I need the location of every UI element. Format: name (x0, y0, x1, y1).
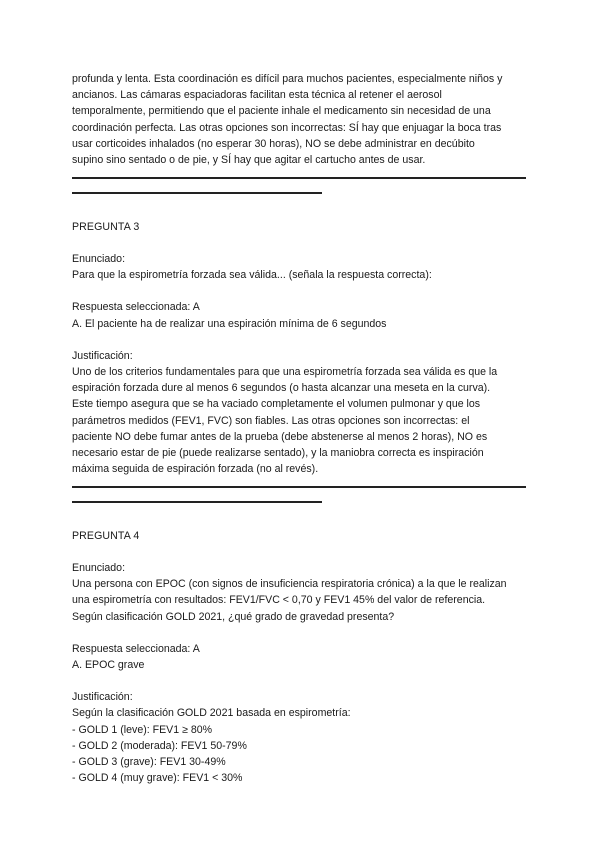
question-4 (72, 528, 532, 787)
statement-text: una espirometría con resultados: FEV1/FVC < 0,70 y FEV1 45% del valor de referencia. (72, 594, 486, 607)
statement-text: Una persona con EPOC (con signos de insuficiencia respiratoria crónica) a la que le realizan (72, 578, 507, 591)
statement-text: Para que la espirometría forzada sea válida... (señala la respuesta correcta): (72, 269, 432, 282)
answer-label: Respuesta seleccionada: A (72, 301, 200, 314)
justification-line: paciente NO debe fumar antes de la prueba (debe abstenerse al menos 2 horas), NO es (72, 430, 488, 443)
text-line: ancianos. Las cámaras espaciadoras facilitan esta técnica al retener el aerosol (72, 89, 442, 102)
document-content (72, 71, 532, 787)
justification-line: - GOLD 4 (muy grave): FEV1 < 30% (72, 772, 243, 785)
justification-line: máxima seguida de espiración forzada (no al revés). (72, 463, 319, 476)
statement-label: Enunciado: (72, 562, 126, 575)
answer-text: A. El paciente ha de realizar una espiración mínima de 6 segundos (72, 317, 387, 330)
justification-line: - GOLD 1 (leve): FEV1 ≥ 80% (72, 723, 213, 736)
separator-line (72, 486, 526, 488)
text-line: profunda y lenta. Esta coordinación es difícil para muchos pacientes, especialmente niños y (72, 73, 503, 85)
justification-line: parámetros medidos (FEV1, FVC) son fiables. Las otras opciones son incorrectas: el (72, 414, 470, 427)
justification-line: Según la clasificación GOLD 2021 basada en espirometría: (72, 707, 351, 720)
question-3 (72, 219, 532, 478)
question-title: PREGUNTA 3 (72, 220, 140, 233)
justification-line: - GOLD 2 (moderada): FEV1 50-79% (72, 739, 247, 752)
statement-label: Enunciado: (72, 252, 126, 265)
justification-line: Este tiempo asegura que se ha vaciado completamente el volumen pulmonar y que los (72, 398, 481, 411)
separator-line (72, 177, 526, 179)
intro-paragraph (72, 71, 532, 168)
justification-label: Justificación: (72, 691, 133, 704)
section-separator (72, 177, 532, 194)
text-line: usar corticoides inhalados (no esperar 30 horas), NO se debe administrar en decúbito (72, 137, 475, 150)
section-separator (72, 486, 532, 503)
justification-line: Uno de los criterios fundamentales para que una espirometría forzada sea válida es que la (72, 365, 498, 378)
text-line: supino sino sentado o de pie, y SÍ hay que agitar el cartucho antes de usar. (72, 154, 426, 167)
answer-text: A. EPOC grave (72, 659, 145, 672)
question-title: PREGUNTA 4 (72, 529, 140, 542)
statement-text: Según clasificación GOLD 2021, ¿qué grado de gravedad presenta? (72, 610, 395, 623)
justification-line: necesario estar de pie (puede realizarse sentado), y la maniobra correcta es inspiración (72, 446, 484, 459)
justification-label: Justificación: (72, 349, 133, 362)
justification-line: espiración forzada dure al menos 6 segundos (o hasta alcanzar una meseta en la curva). (72, 382, 491, 395)
text-line: coordinación perfecta. Las otras opciones son incorrectas: SÍ hay que enjuagar la boca tras (72, 121, 502, 134)
text-line: temporalmente, permitiendo que el paciente inhale el medicamento sin necesidad de una (72, 105, 491, 118)
justification-line: - GOLD 3 (grave): FEV1 30-49% (72, 756, 226, 769)
answer-label: Respuesta seleccionada: A (72, 642, 200, 655)
